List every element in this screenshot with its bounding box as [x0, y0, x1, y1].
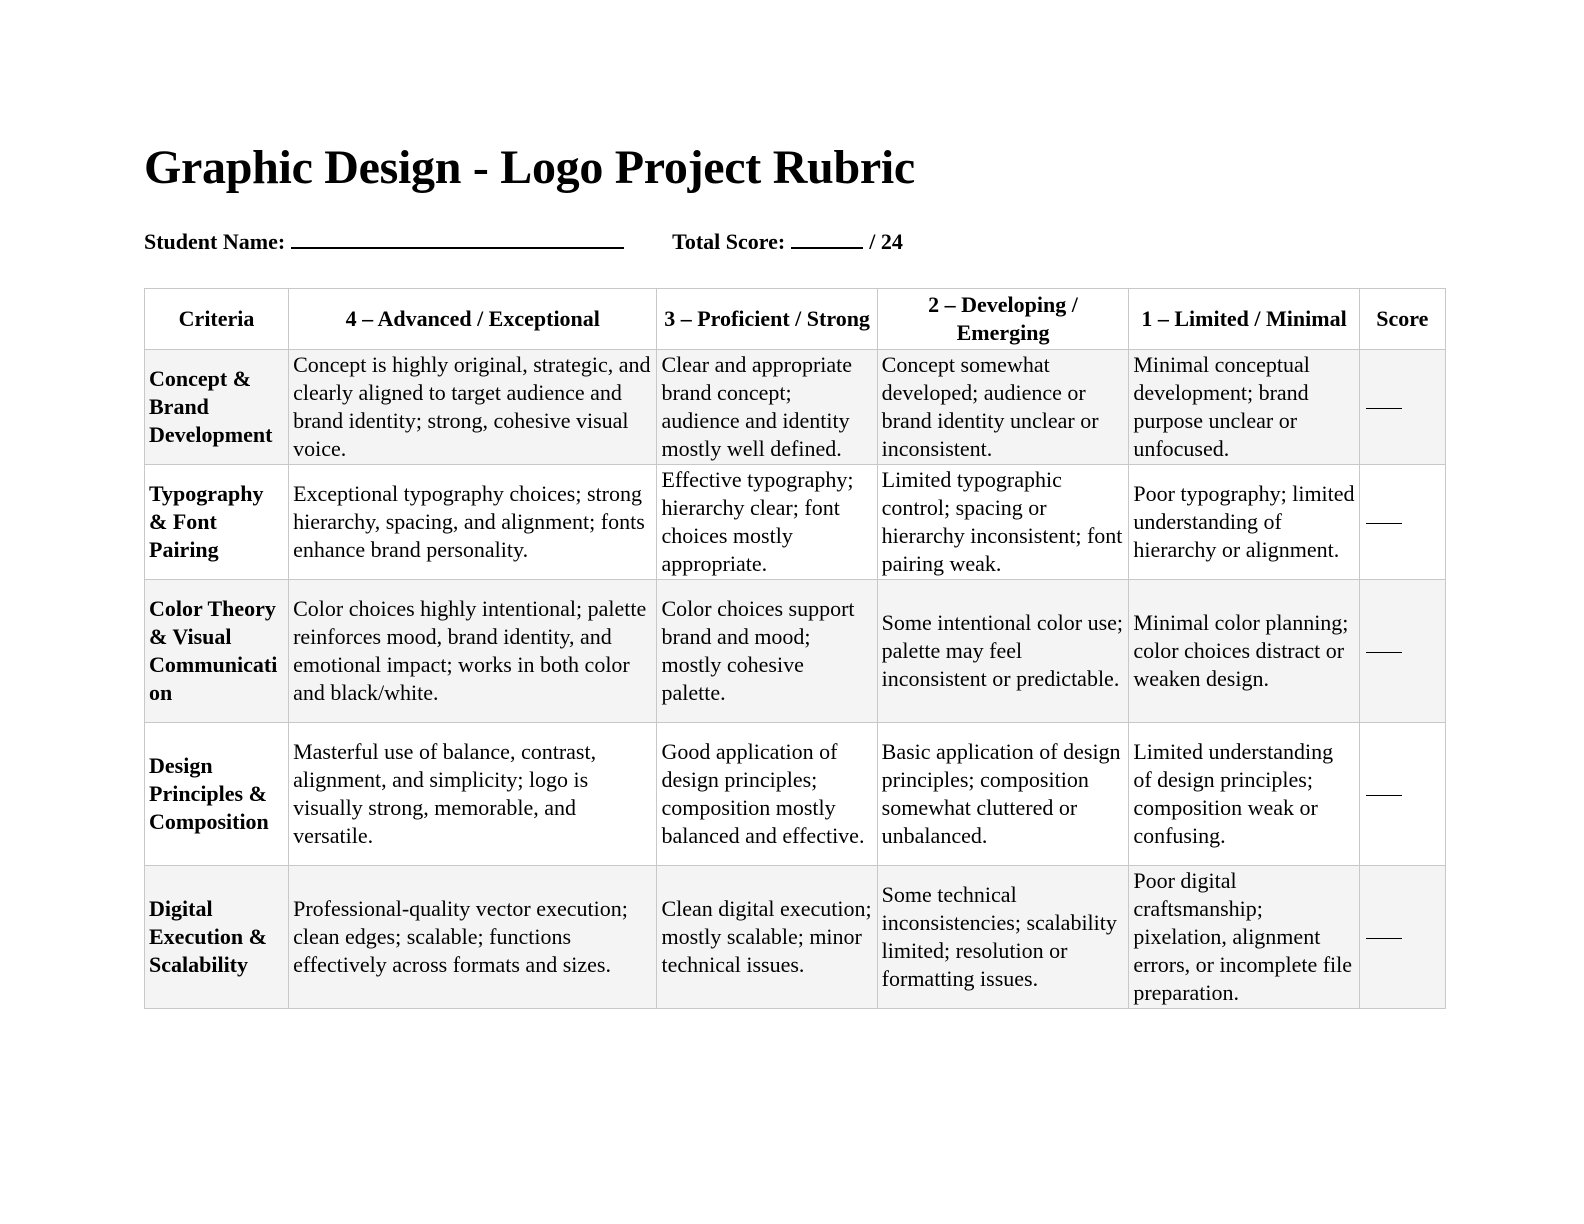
total-score-field[interactable]	[672, 227, 903, 255]
limited-cell: Limited understanding of design principles; composition weak or confusing.	[1129, 723, 1359, 866]
header-developing: 2 – Developing / Emerging	[877, 289, 1129, 350]
student-name-blank[interactable]	[291, 227, 624, 249]
header-score: Score	[1359, 289, 1445, 350]
developing-cell: Some technical inconsistencies; scalability limited; resolution or formatting issues.	[877, 866, 1129, 1009]
advanced-cell: Concept is highly original, strategic, and clearly aligned to target audience and brand identity; strong, cohesive visual voice.	[289, 350, 657, 465]
page-title: Graphic Design - Logo Project Rubric	[144, 141, 915, 194]
total-score-max: / 24	[869, 229, 903, 255]
criteria-cell: Digital Execution & Scalability	[145, 866, 289, 1009]
developing-cell: Concept somewhat developed; audience or brand identity unclear or inconsistent.	[877, 350, 1129, 465]
criteria-cell: Concept & Brand Development	[145, 350, 289, 465]
advanced-cell: Color choices highly intentional; palette reinforces mood, brand identity, and emotional impact; works in both color and black/white.	[289, 580, 657, 723]
score-blank[interactable]	[1366, 938, 1402, 939]
score-cell[interactable]	[1359, 866, 1445, 1009]
advanced-cell: Masterful use of balance, contrast, alignment, and simplicity; logo is visually strong, memorable, and versatile.	[289, 723, 657, 866]
header-limited: 1 – Limited / Minimal	[1129, 289, 1359, 350]
proficient-cell: Good application of design principles; composition mostly balanced and effective.	[657, 723, 877, 866]
header-criteria: Criteria	[145, 289, 289, 350]
limited-cell: Minimal conceptual development; brand purpose unclear or unfocused.	[1129, 350, 1359, 465]
proficient-cell: Effective typography; hierarchy clear; font choices mostly appropriate.	[657, 465, 877, 580]
proficient-cell: Color choices support brand and mood; mostly cohesive palette.	[657, 580, 877, 723]
score-cell[interactable]	[1359, 350, 1445, 465]
score-blank[interactable]	[1366, 652, 1402, 653]
table-row	[145, 465, 1446, 580]
criteria-cell: Color Theory & Visual Communication	[145, 580, 289, 723]
score-blank[interactable]	[1366, 408, 1402, 409]
advanced-cell: Professional-quality vector execution; clean edges; scalable; functions effectively across formats and sizes.	[289, 866, 657, 1009]
proficient-cell: Clear and appropriate brand concept; audience and identity mostly well defined.	[657, 350, 877, 465]
total-score-label: Total Score:	[672, 229, 786, 255]
student-name-field[interactable]	[144, 227, 624, 255]
criteria-cell: Design Principles & Composition	[145, 723, 289, 866]
developing-cell: Some intentional color use; palette may feel inconsistent or predictable.	[877, 580, 1129, 723]
criteria-cell: Typography & Font Pairing	[145, 465, 289, 580]
limited-cell: Poor digital craftsmanship; pixelation, alignment errors, or incomplete file preparation.	[1129, 866, 1359, 1009]
table-row	[145, 580, 1446, 723]
proficient-cell: Clean digital execution; mostly scalable; minor technical issues.	[657, 866, 877, 1009]
score-cell[interactable]	[1359, 580, 1445, 723]
header-advanced: 4 – Advanced / Exceptional	[289, 289, 657, 350]
table-row	[145, 723, 1446, 866]
table-header-row	[145, 289, 1446, 350]
header-proficient: 3 – Proficient / Strong	[657, 289, 877, 350]
rubric-page	[144, 140, 1444, 1005]
score-blank[interactable]	[1366, 795, 1402, 796]
developing-cell: Basic application of design principles; composition somewhat cluttered or unbalanced.	[877, 723, 1129, 866]
advanced-cell: Exceptional typography choices; strong hierarchy, spacing, and alignment; fonts enhance brand personality.	[289, 465, 657, 580]
student-name-label: Student Name:	[144, 229, 286, 255]
score-cell[interactable]	[1359, 723, 1445, 866]
table-row	[145, 866, 1446, 1009]
limited-cell: Minimal color planning; color choices distract or weaken design.	[1129, 580, 1359, 723]
table-row	[145, 350, 1446, 465]
total-score-blank[interactable]	[791, 227, 863, 249]
score-blank[interactable]	[1366, 523, 1402, 524]
limited-cell: Poor typography; limited understanding of hierarchy or alignment.	[1129, 465, 1359, 580]
rubric-table	[144, 288, 1446, 1009]
developing-cell: Limited typographic control; spacing or hierarchy inconsistent; font pairing weak.	[877, 465, 1129, 580]
student-info-line	[144, 227, 1444, 259]
score-cell[interactable]	[1359, 465, 1445, 580]
